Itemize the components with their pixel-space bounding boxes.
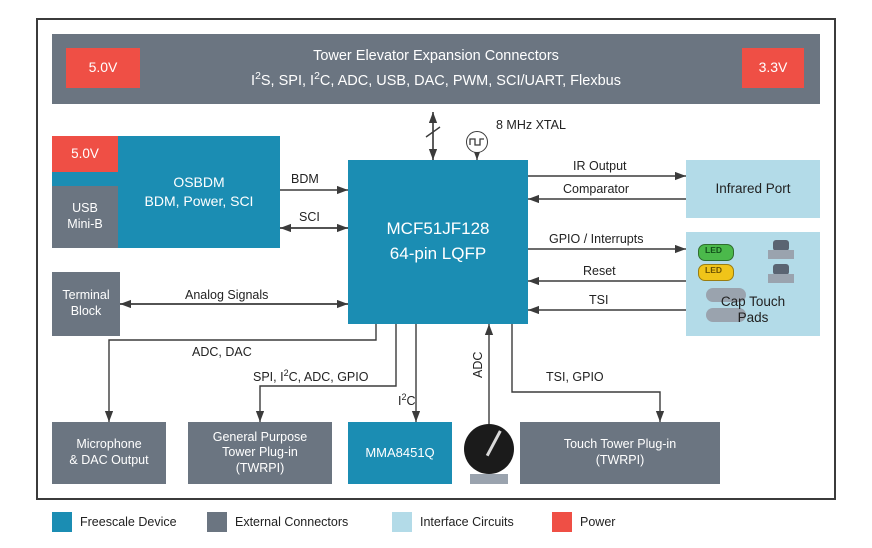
- bdm-label: BDM: [291, 172, 319, 186]
- terminal-line2: Block: [70, 304, 102, 318]
- usb-mini-b-connector: [52, 186, 118, 248]
- legend: [52, 512, 752, 536]
- push-button-2-icon: [768, 264, 794, 286]
- legend-label-interface: Interface Circuits: [420, 515, 514, 529]
- xtal-oscillator-icon: [466, 131, 488, 153]
- touch-tower-plugin-block: [520, 422, 720, 484]
- mcu-block: [348, 160, 528, 324]
- usb-line1: USB: [72, 201, 98, 216]
- analog-signals-label: Analog Signals: [185, 288, 269, 302]
- tsi-gpio-label: TSI, GPIO: [546, 370, 604, 384]
- legend-swatch-freescale: [52, 512, 72, 532]
- expansion-title: Tower Elevator Expansion Connectors: [313, 48, 559, 64]
- led-green-label: LED: [705, 245, 722, 255]
- legend-label-power: Power: [580, 515, 616, 529]
- ir-output-label: IR Output: [573, 159, 627, 173]
- osbdm-subtitle: BDM, Power, SCI: [144, 193, 254, 209]
- power-5v-left: 5.0V: [66, 48, 140, 88]
- legend-label-freescale: Freescale Device: [80, 515, 177, 529]
- terminal-line1: Terminal: [62, 288, 110, 303]
- expansion-subtitle: $I^2S$, SPI, $I^2C$, ADC, USB, DAC, PWM, SCI/UART, Flexbus: [251, 71, 621, 89]
- legend-item-connectors: [207, 512, 348, 532]
- terminal-block: [52, 272, 120, 336]
- adc-vertical-label: ADC: [471, 351, 485, 378]
- osbdm-title: OSBDM: [173, 174, 225, 191]
- tsi-label: TSI: [589, 293, 609, 307]
- potentiometer-base: [470, 474, 508, 484]
- potentiometer-icon: [464, 424, 514, 474]
- gp-line3: (TWRPI): [235, 460, 285, 475]
- comparator-label: Comparator: [563, 182, 629, 196]
- gp-line1: General Purpose: [212, 429, 308, 444]
- gpio-interrupts-label: GPIO / Interrupts: [549, 232, 644, 246]
- i2c-label: $I^2C$: [398, 391, 416, 408]
- legend-item-interface: [392, 512, 514, 532]
- mcu-package: 64-pin LQFP: [389, 244, 487, 263]
- legend-label-connectors: External Connectors: [235, 515, 349, 529]
- legend-item-power: [552, 512, 615, 532]
- sci-label: SCI: [299, 210, 320, 224]
- led-yellow-label: LED: [705, 265, 722, 275]
- push-button-1-icon: [768, 240, 794, 262]
- microphone-dac-output-block: [52, 422, 166, 484]
- general-purpose-tower-plugin-block: [188, 422, 332, 484]
- microphone-line1: Microphone: [76, 437, 142, 452]
- gp-line2: Tower Plug-in: [222, 445, 298, 460]
- infrared-port-block: Infrared Port: [686, 160, 820, 218]
- mma8451q-block: MMA8451Q: [348, 422, 452, 484]
- mcu-part-number: MCF51JF128: [386, 219, 490, 239]
- osbdm-label: [118, 136, 280, 248]
- adc-dac-label: ADC, DAC: [192, 345, 252, 359]
- reset-label: Reset: [583, 264, 616, 278]
- usb-line2: Mini-B: [67, 217, 103, 231]
- touch-line2: (TWRPI): [595, 453, 645, 467]
- legend-swatch-interface: [392, 512, 412, 532]
- legend-item-freescale: [52, 512, 177, 532]
- legend-swatch-connectors: [207, 512, 227, 532]
- tower-elevator-expansion-connectors: [52, 34, 820, 104]
- cap-touch-label: Cap Touch Pads: [720, 293, 786, 325]
- xtal-label: 8 MHz XTAL: [496, 118, 566, 132]
- spi-i2c-adc-gpio-label: SPI, $I^2C$, ADC, GPIO: [253, 367, 369, 384]
- power-5v-osbdm: 5.0V: [52, 136, 118, 172]
- microphone-line2: & DAC Output: [69, 453, 149, 467]
- legend-swatch-power: [552, 512, 572, 532]
- touch-line1: Touch Tower Plug-in: [563, 437, 677, 452]
- power-3v3-right: 3.3V: [742, 48, 804, 88]
